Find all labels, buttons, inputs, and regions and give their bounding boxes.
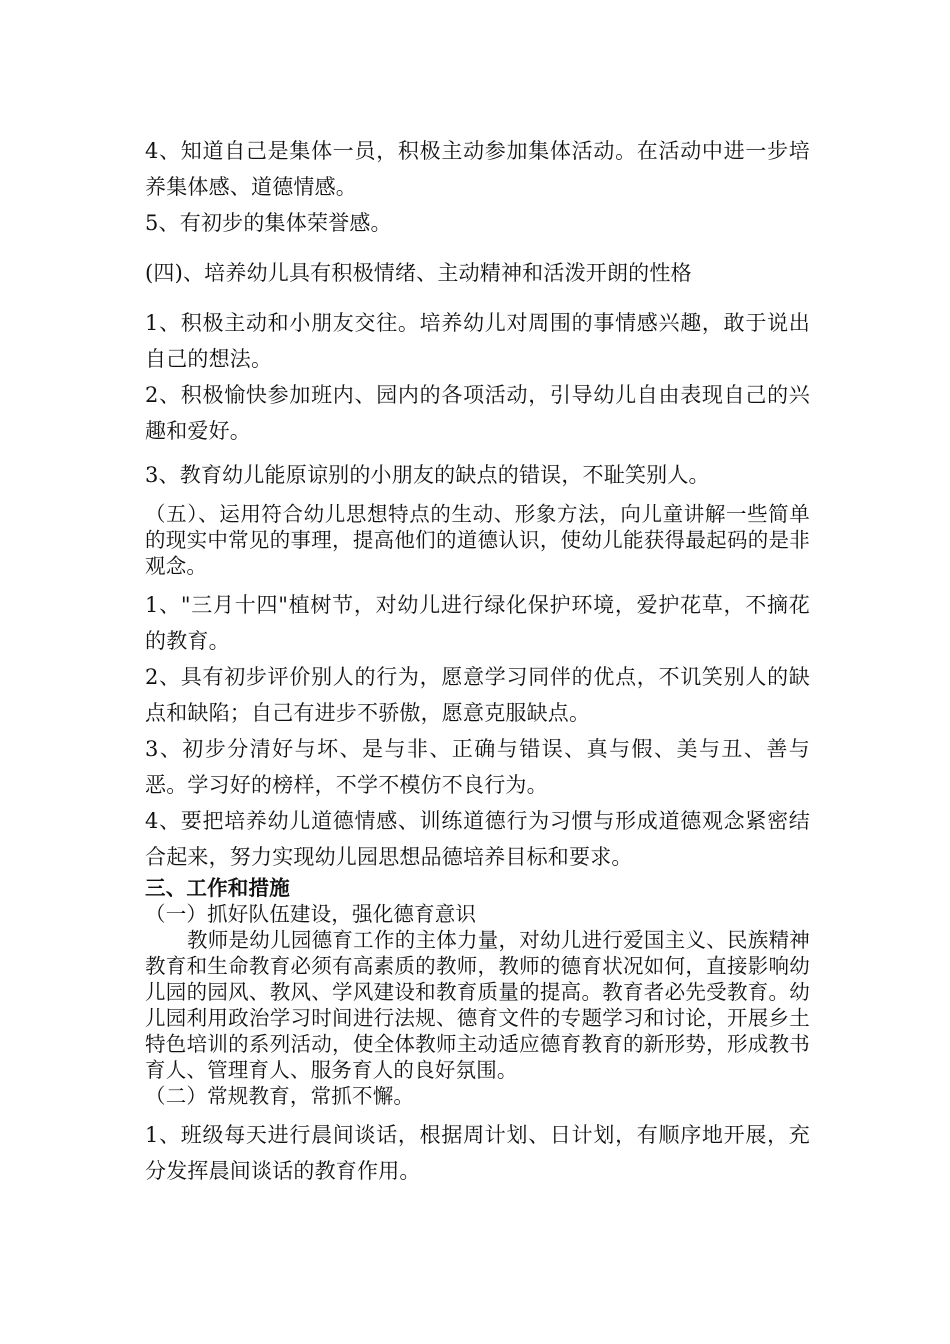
subsection-heading-2: （二）常规教育，常抓不懈。 [145, 1084, 415, 1108]
section-heading-4: (四)、培养幼儿具有积极情绪、主动精神和活泼开朗的性格 [145, 261, 692, 285]
section-heading-5: （五）、运用符合幼儿思想特点的生动、形象方法，向儿童讲解一些简单的现实中常见的事理，提高他们的道德认识，使幼儿能获得最起码的是非观念。 [145, 502, 810, 578]
paragraph-item-4-2: 2、积极愉快参加班内、园内的各项活动，引导幼儿自由表现自己的兴趣和爱好。 [145, 383, 810, 443]
paragraph-item-4: 4、知道自己是集体一员，积极主动参加集体活动。在活动中进一步培养集体感、道德情感。 [145, 139, 810, 199]
paragraph-item-5: 5、有初步的集体荣誉感。 [145, 211, 392, 235]
section-heading-3: 三、工作和措施 [145, 876, 290, 900]
document-body [145, 133, 810, 1189]
paragraph-item-2-1: 1、班级每天进行晨间谈话，根据周计划、日计划，有顺序地开展，充分发挥晨间谈话的教育作用。 [145, 1123, 810, 1183]
paragraph-item-5-3: 3、初步分清好与坏、是与非、正确与错误、真与假、美与丑、善与恶。学习好的榜样，不学不模仿不良行为。 [145, 737, 810, 797]
paragraph-item-5-4: 4、要把培养幼儿道德情感、训练道德行为习惯与形成道德观念紧密结合起来，努力实现幼儿园思想品德培养目标和要求。 [145, 809, 810, 869]
paragraph-item-4-3: 3、教育幼儿能原谅别的小朋友的缺点的错误，不耻笑别人。 [145, 463, 710, 487]
body-paragraph: 教师是幼儿园德育工作的主体力量，对幼儿进行爱国主义、民族精神教育和生命教育必须有高素质的教师，教师的德育状况如何，直接影响幼儿园的园风、教风、学风建设和教育质量的提高。教育者必先受教育。幼儿园利用政治学习时间进行法规、德育文件的专题学习和讨论，开展乡土特色培训的系列活动，使全体教师主动适应德育教育的新形势，形成教书育人、管理育人、服务育人的良好氛围。 [145, 928, 810, 1082]
paragraph-item-4-1: 1、积极主动和小朋友交往。培养幼儿对周围的事情感兴趣，敢于说出自己的想法。 [145, 311, 810, 371]
subsection-heading-1: （一）抓好队伍建设，强化德育意识 [145, 902, 477, 926]
paragraph-item-5-2: 2、具有初步评价别人的行为，愿意学习同伴的优点，不讥笑别人的缺点和缺陷；自己有进步不骄傲，愿意克服缺点。 [145, 665, 810, 725]
paragraph-item-5-1: 1、"三月十四"植树节，对幼儿进行绿化保护环境，爱护花草，不摘花的教育。 [145, 593, 810, 653]
